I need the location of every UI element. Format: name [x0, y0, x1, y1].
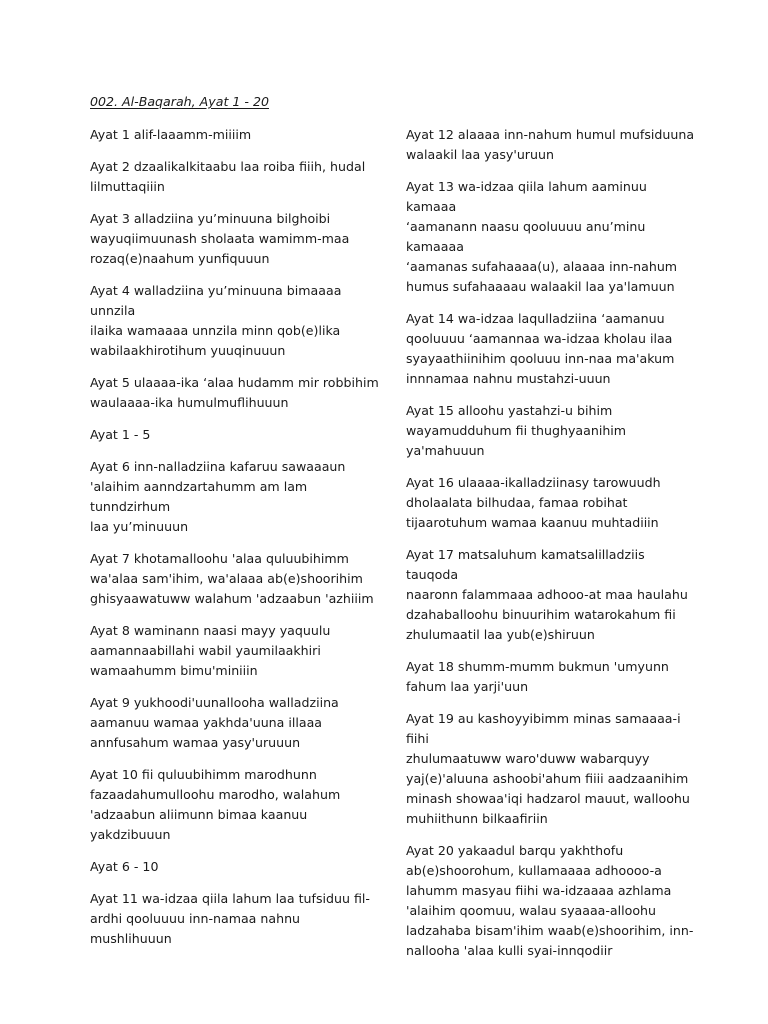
verse-paragraph: Ayat 16 ulaaaa-ikalladziinasy tarowuudh dholaalata bilhudaa, famaa robihat tijaarotuhum wamaa kaanuu muhtadiiin — [406, 475, 661, 530]
verse-paragraph: Ayat 17 matsaluhum kamatsalilladziis tauqoda naaronn falammaaa adhooo-at maa haulahu dzahaballoohu binuurihim watarokahum fii zhulumaatil laa yub(e)shiruun — [406, 547, 688, 642]
section-marker: Ayat 1 - 5 — [90, 427, 151, 442]
verse-paragraph: Ayat 5 ulaaaa-ika ‘alaa hudamm mir robbihim waulaaaa-ika humulmuflihuuun — [90, 375, 379, 410]
verse-paragraph: Ayat 15 alloohu yastahzi-u bihim wayamudduhum fii thughyaanihim ya'mahuuun — [406, 403, 627, 458]
right-column — [406, 125, 696, 973]
left-column — [90, 92, 380, 961]
verse-paragraph: Ayat 18 shumm-mumm bukmun 'umyunn fahum laa yarji'uun — [406, 659, 669, 694]
verse-paragraph: Ayat 4 walladziina yu’minuuna bimaaaa unnzila ilaika wamaaaa unnzila minn qob(e)lika wabilaakhirotihum yuuqinuuun — [90, 283, 342, 358]
verse-paragraph: Ayat 11 wa-idzaa qiila lahum laa tufsiduu fil- ardhi qooluuuu inn-namaa nahnu mushlihuuun — [90, 891, 370, 946]
verse-paragraph: Ayat 20 yakaadul barqu yakhthofu ab(e)shoorohum, kullamaaaa adhoooo-a lahumm masyau fiihi wa-idzaaaa azhlama 'alaihim qoomuu, walau syaaaa-alloohu ladzahaba bisam'ihim waab(e)shoorihim, inn- nallooha 'alaa kulli syai-innqodiir — [406, 843, 694, 958]
verse-paragraph: Ayat 12 alaaaa inn-nahum humul mufsiduuna walaakil laa yasy'uruun — [406, 127, 695, 162]
verse-paragraph: Ayat 3 alladziina yu’minuuna bilghoibi wayuqiimuunash sholaata wamimm-maa rozaq(e)naahum yunfiquuun — [90, 211, 350, 266]
verse-paragraph: Ayat 13 wa-idzaa qiila lahum aaminuu kamaaa ‘aamanann naasu qooluuuu anu’minu kamaaaa ‘aamanas sufahaaaa(u), alaaaa inn-nahum humus sufahaaaau walaakil laa ya'lamuun — [406, 179, 678, 294]
verse-paragraph: Ayat 2 dzaalikalkitaabu laa roiba fiiih, hudal lilmuttaqiiin — [90, 159, 366, 194]
section-marker: Ayat 6 - 10 — [90, 859, 159, 874]
verse-paragraph: Ayat 9 yukhoodi'uunallooha walladziina aamanuu wamaa yakhda'uuna illaaa annfusahum wamaa yasy'uruuun — [90, 695, 339, 750]
verse-paragraph: Ayat 10 fii quluubihimm marodhunn fazaadahumulloohu marodho, walahum 'adzaabun aliimunn bimaa kaanuu yakdzibuuun — [90, 767, 341, 842]
verse-paragraph: Ayat 7 khotamalloohu 'alaa quluubihimm wa'alaa sam'ihim, wa'alaaa ab(e)shoorihim ghisyaawatuww walahum 'adzaabun 'azhiiim — [90, 551, 374, 606]
verse-paragraph: Ayat 8 waminann naasi mayy yaquulu aamannaabillahi wabil yaumilaakhiri wamaahumm bimu'miniiin — [90, 623, 331, 678]
verse-paragraph: Ayat 1 alif-laaamm-miiiim — [90, 127, 252, 142]
document-title: 002. Al-Baqarah, Ayat 1 - 20 — [90, 94, 269, 109]
verse-paragraph: Ayat 6 inn-nalladziina kafaruu sawaaaun 'alaihim aanndzartahumm am lam tunndzirhum laa yu’minuuun — [90, 459, 346, 534]
verse-paragraph: Ayat 19 au kashoyyibimm minas samaaaa-i fiihi zhulumaatuww waro'duww wabarquyy yaj(e)'aluuna ashoobi'ahum fiiii aadzaanihim minash showaa'iqi hadzarol mauut, walloohu muhiithunn bilkaafiriin — [406, 711, 690, 826]
verse-paragraph: Ayat 14 wa-idzaa laqulladziina ‘aamanuu qooluuuu ‘aamannaa wa-idzaa kholau ilaa syayaathiinihim qooluuu inn-naa ma'akum innnamaa nahnu mustahzi-uuun — [406, 311, 675, 386]
